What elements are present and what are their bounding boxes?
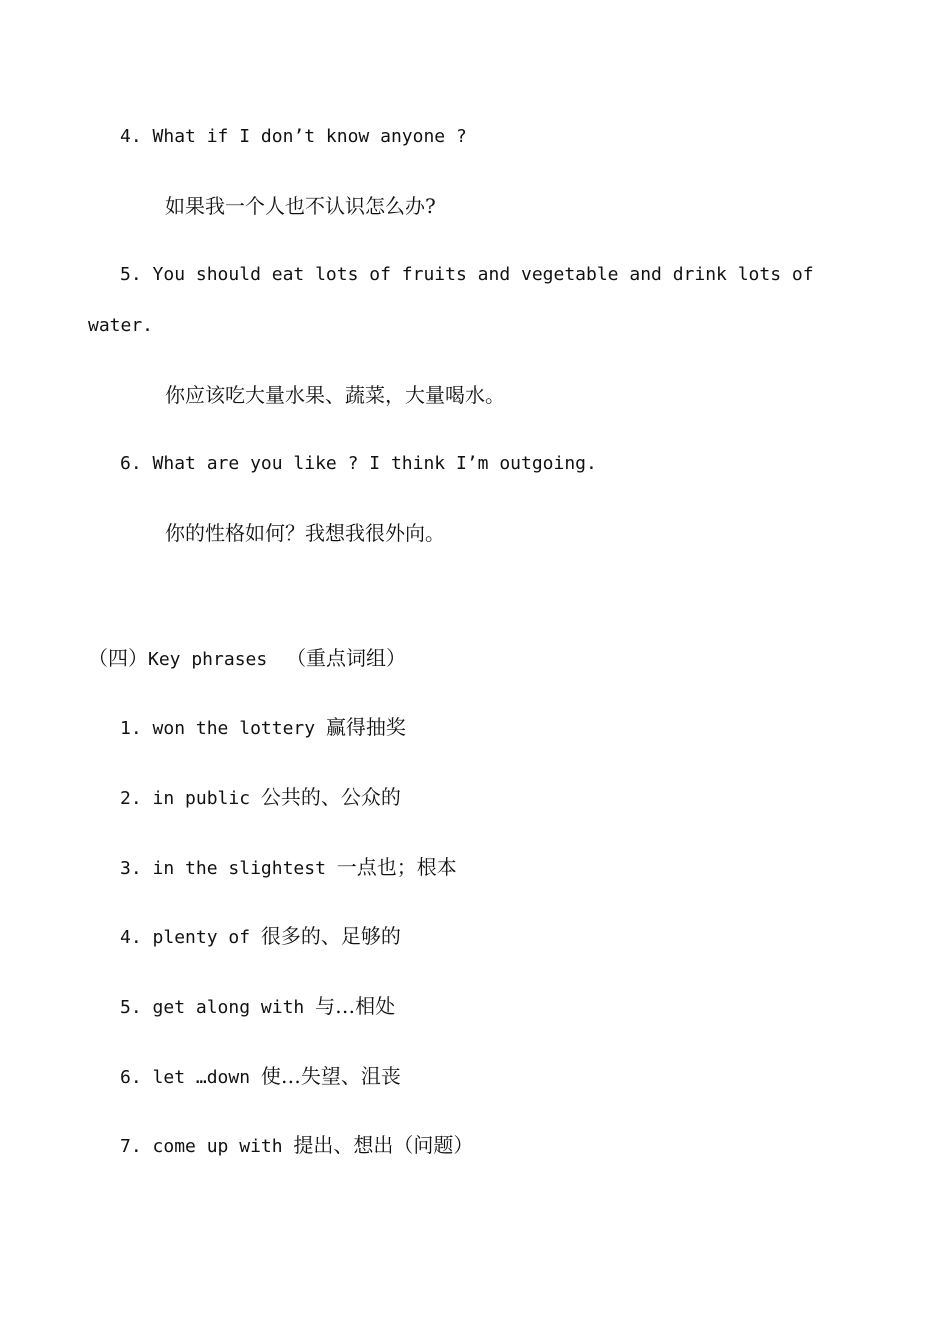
phrase-meaning: 很多的、足够的 — [260, 924, 401, 948]
phrase-item-6 — [120, 1066, 401, 1087]
phrase-term: in public — [152, 788, 251, 809]
phrase-term: come up with — [152, 1136, 283, 1157]
sentence-text: What are you like ? I think I’m outgoing. — [152, 453, 597, 474]
sentence-4-chinese: 如果我一个人也不认识怎么办? — [165, 194, 436, 218]
sentence-text: What if I don’t know anyone ? — [152, 126, 467, 147]
phrase-item-3 — [120, 857, 457, 878]
phrase-item-2 — [120, 787, 401, 808]
sentence-number: 6. — [120, 453, 142, 474]
phrase-meaning: 提出、想出（问题） — [293, 1133, 474, 1157]
phrase-number: 3. — [120, 858, 142, 879]
phrase-meaning: 赢得抽奖 — [325, 715, 406, 739]
phrase-number: 4. — [120, 927, 142, 948]
phrase-number: 5. — [120, 997, 142, 1018]
section-title-chinese: （重点词组） — [286, 646, 407, 670]
sentence-6-chinese: 你的性格如何？我想我很外向。 — [165, 521, 445, 545]
phrase-meaning: 使…失望、沮丧 — [260, 1064, 401, 1088]
sentence-number: 4. — [120, 126, 142, 147]
phrase-meaning: 与…相处 — [315, 994, 396, 1018]
phrase-term: let …down — [152, 1067, 251, 1088]
sentence-4-english — [120, 128, 467, 146]
phrase-number: 6. — [120, 1067, 142, 1088]
phrase-meaning: 一点也；根本 — [336, 855, 457, 879]
sentence-number: 5. — [120, 264, 142, 285]
phrase-number: 7. — [120, 1136, 142, 1157]
phrase-number: 1. — [120, 718, 142, 739]
sentence-text: You should eat lots of fruits and vegetable and drink lots of — [152, 264, 814, 285]
phrase-number: 2. — [120, 788, 142, 809]
phrase-item-1 — [120, 717, 406, 738]
phrase-item-7 — [120, 1135, 473, 1156]
sentence-5-english-continued: water. — [88, 315, 154, 336]
sentence-6-english — [120, 455, 597, 473]
section-title-english: Key phrases — [148, 649, 268, 670]
section-marker: （四） — [88, 646, 148, 670]
phrase-term: plenty of — [152, 927, 251, 948]
phrase-term: get along with — [152, 997, 305, 1018]
phrase-term: in the slightest — [152, 858, 326, 879]
phrase-term: won the lottery — [152, 718, 316, 739]
phrase-meaning: 公共的、公众的 — [260, 785, 401, 809]
sentence-5-chinese: 你应该吃大量水果、蔬菜，大量喝水。 — [165, 383, 505, 407]
phrase-item-4 — [120, 926, 401, 947]
sentence-5-english — [120, 266, 814, 284]
section-heading — [88, 648, 406, 669]
phrase-item-5 — [120, 996, 395, 1017]
